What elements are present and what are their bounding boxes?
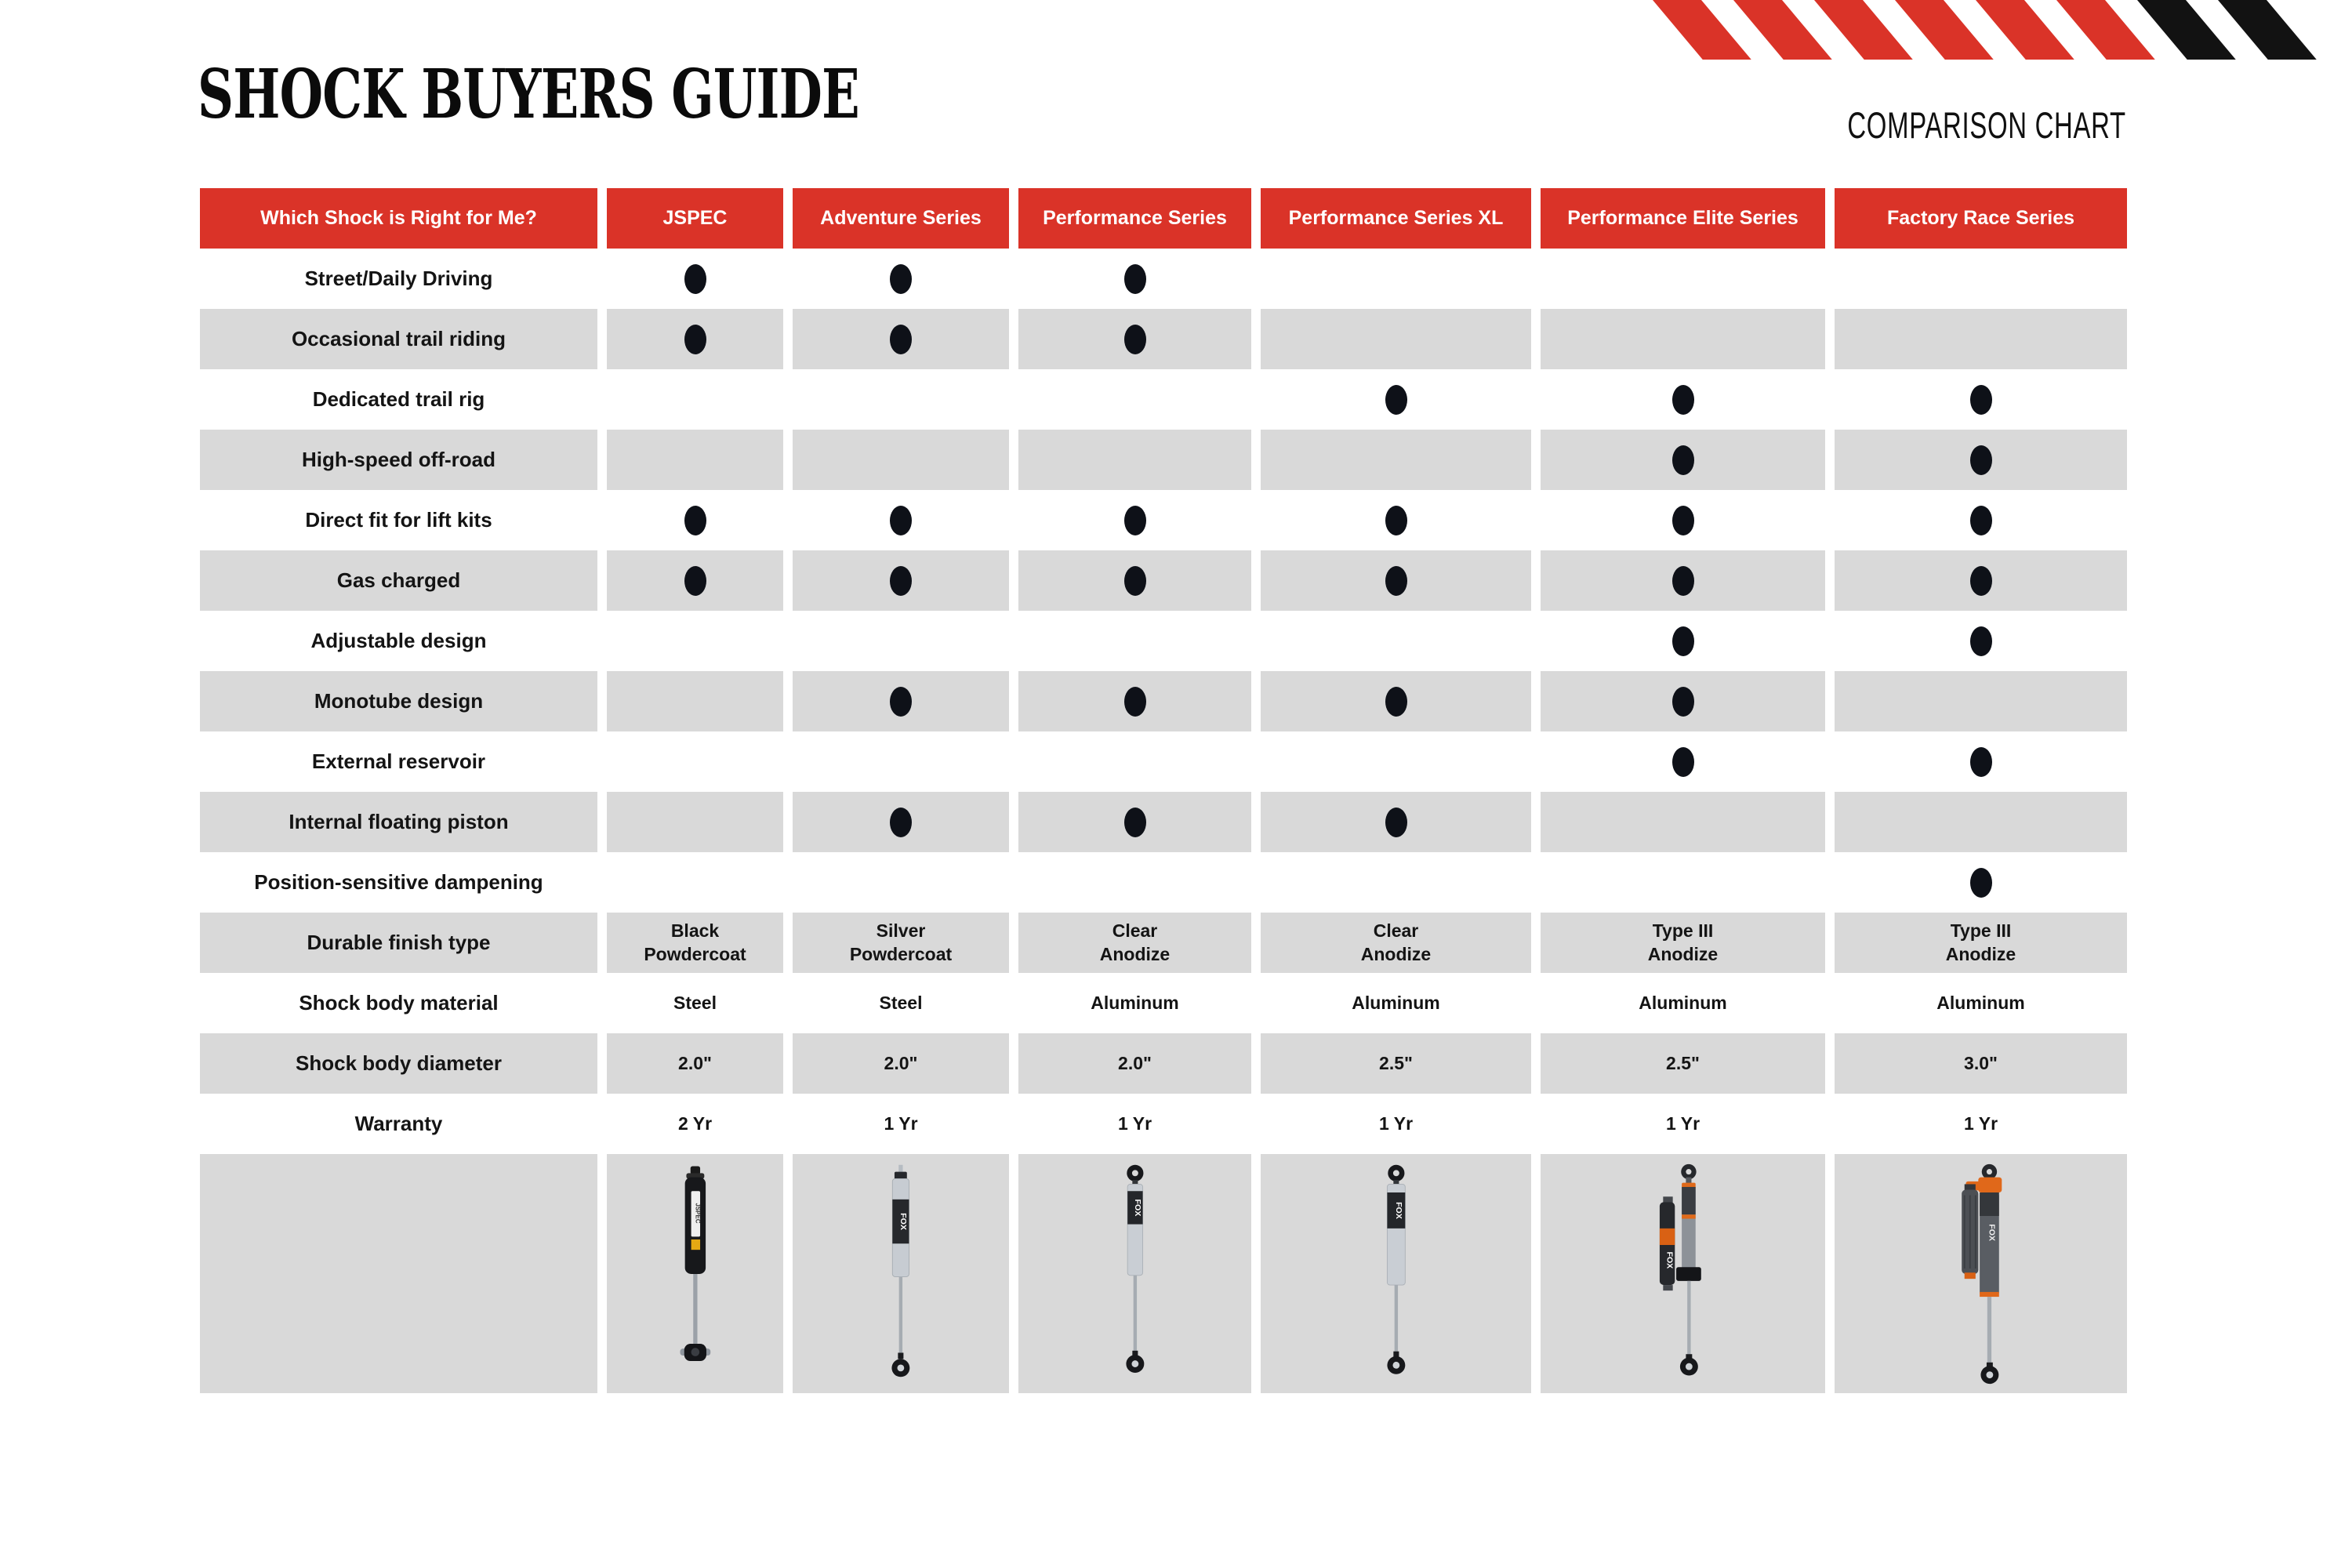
feature-cell: [1835, 490, 2127, 550]
spec-value: [1261, 1094, 1531, 1154]
feature-dot: [1970, 868, 1992, 898]
feature-cell: [607, 309, 783, 369]
row-label: Street/Daily Driving: [304, 267, 493, 290]
spec-value: [1835, 973, 2127, 1033]
feature-cell: [1835, 852, 2127, 913]
column-header: Performance Elite Series: [1541, 188, 1825, 249]
spec-value-line: Powdercoat: [644, 943, 746, 964]
feature-dot: [890, 687, 912, 717]
feature-cell: [1018, 309, 1251, 369]
row-label: Dedicated trail rig: [312, 387, 485, 411]
adventure-series-shock-photo: [793, 1154, 1009, 1393]
feature-dot: [1970, 747, 1992, 777]
spec-value-line: Aluminum: [1936, 992, 2025, 1013]
feature-dot: [1970, 385, 1992, 415]
row-label: [200, 1154, 597, 1393]
feature-dot: [684, 264, 706, 294]
spec-value: [1261, 1033, 1531, 1094]
feature-dot: [890, 325, 912, 354]
page-title: SHOCK BUYERS GUIDE: [198, 55, 859, 134]
feature-cell: [1261, 671, 1531, 731]
column-header: Factory Race Series: [1835, 188, 2127, 249]
feature-dot: [1672, 445, 1694, 475]
row-label: Position-sensitive dampening: [254, 870, 543, 894]
feature-cell: [1261, 611, 1531, 671]
performance-series-xl-shock-photo: [1261, 1154, 1531, 1393]
feature-dot: [684, 506, 706, 535]
feature-cell: [1835, 792, 2127, 852]
feature-cell: [607, 490, 783, 550]
feature-dot: [890, 566, 912, 596]
feature-cell: [1018, 430, 1251, 490]
feature-cell: [1018, 671, 1251, 731]
feature-cell: [1261, 309, 1531, 369]
spec-value: [1541, 1094, 1825, 1154]
spec-value-line: Anodize: [1945, 943, 2016, 964]
feature-dot: [890, 808, 912, 837]
feature-dot: [1672, 566, 1694, 596]
spec-value-line: Clear: [1112, 920, 1158, 941]
feature-cell: [793, 249, 1009, 309]
row-label: Monotube design: [200, 671, 597, 731]
column-header: Performance Series: [1018, 188, 1251, 249]
feature-cell: [1018, 550, 1251, 611]
red-stripe: [1814, 0, 1913, 60]
row-label: Adjustable design: [310, 629, 487, 652]
black-stripe: [2137, 0, 2236, 60]
spec-value-line: 1 Yr: [1963, 1112, 1998, 1134]
feature-dot: [1672, 385, 1694, 415]
feature-dot: [1124, 808, 1146, 837]
spec-value-line: Powdercoat: [849, 943, 953, 964]
spec-value: [793, 1094, 1009, 1154]
feature-dot: [890, 264, 912, 294]
feature-cell: [607, 550, 783, 611]
svg-text:FOX: FOX: [898, 1212, 908, 1230]
row-label: Shock body diameter: [200, 1033, 597, 1094]
svg-text:FOX: FOX: [1987, 1223, 1997, 1241]
spec-value: [1541, 973, 1825, 1033]
feature-cell: [1018, 852, 1251, 913]
spec-value: [607, 1094, 783, 1154]
spec-value: [793, 913, 1009, 973]
feature-dot: [1970, 506, 1992, 535]
feature-cell: [793, 430, 1009, 490]
feature-cell: [1261, 249, 1531, 309]
feature-cell: [1835, 671, 2127, 731]
row-label: High-speed off-road: [200, 430, 597, 490]
feature-dot: [1672, 506, 1694, 535]
spec-value-line: Anodize: [1647, 943, 1719, 964]
feature-cell: [1835, 611, 2127, 671]
feature-dot: [890, 506, 912, 535]
feature-cell: [1541, 490, 1825, 550]
svg-text:JSPEC: JSPEC: [693, 1202, 701, 1223]
feature-dot: [1385, 687, 1407, 717]
row-label: Internal floating piston: [200, 792, 597, 852]
spec-value-line: Anodize: [1099, 943, 1171, 964]
svg-text:FOX: FOX: [1132, 1199, 1142, 1216]
page-subtitle: COMPARISON CHART: [1847, 104, 2126, 146]
feature-cell: [1018, 490, 1251, 550]
spec-value-line: Type III: [1950, 920, 2012, 941]
spec-value: [1261, 973, 1531, 1033]
feature-cell: [1018, 792, 1251, 852]
feature-cell: [1541, 309, 1825, 369]
spec-value-line: 2 Yr: [677, 1112, 713, 1134]
spec-value-line: 2.0": [1118, 1052, 1152, 1073]
spec-value-line: Black: [670, 920, 720, 941]
feature-cell: [793, 369, 1009, 430]
feature-cell: [607, 671, 783, 731]
svg-text:FOX: FOX: [1664, 1251, 1675, 1269]
spec-value: [1261, 913, 1531, 973]
jspec-shock-photo: [607, 1154, 783, 1393]
feature-cell: [607, 611, 783, 671]
adventure-series-shock-drawing: [859, 1163, 942, 1385]
factory-race-series-shock-photo: [1835, 1154, 2127, 1393]
feature-cell: [607, 852, 783, 913]
red-stripe: [1976, 0, 2074, 60]
feature-cell: [1018, 611, 1251, 671]
feature-dot: [1385, 808, 1407, 837]
column-header: Adventure Series: [793, 188, 1009, 249]
feature-dot: [684, 566, 706, 596]
feature-cell: [793, 611, 1009, 671]
feature-cell: [607, 731, 783, 792]
feature-cell: [1835, 309, 2127, 369]
feature-cell: [1541, 550, 1825, 611]
feature-dot: [1124, 687, 1146, 717]
spec-value-line: 2.5": [1379, 1052, 1413, 1073]
spec-value: [1541, 913, 1825, 973]
feature-cell: [1261, 490, 1531, 550]
factory-race-series-shock-drawing: [1940, 1163, 2023, 1385]
feature-cell: [1541, 430, 1825, 490]
red-stripe: [1653, 0, 1751, 60]
feature-cell: [793, 309, 1009, 369]
feature-dot: [684, 325, 706, 354]
spec-value-line: 2.5": [1666, 1052, 1700, 1073]
feature-dot: [1672, 687, 1694, 717]
feature-cell: [607, 792, 783, 852]
feature-cell: [1835, 369, 2127, 430]
feature-dot: [1385, 506, 1407, 535]
red-stripe: [2056, 0, 2155, 60]
feature-cell: [793, 490, 1009, 550]
spec-value-line: 2.0": [884, 1052, 918, 1073]
feature-cell: [793, 731, 1009, 792]
spec-value-line: Aluminum: [1352, 992, 1440, 1013]
comparison-table: [200, 188, 2127, 1393]
spec-value-line: Steel: [673, 992, 717, 1013]
feature-dot: [1672, 626, 1694, 656]
feature-cell: [793, 792, 1009, 852]
spec-value: [607, 913, 783, 973]
row-label: Occasional trail riding: [200, 309, 597, 369]
feature-cell: [793, 852, 1009, 913]
spec-value-line: Aluminum: [1091, 992, 1179, 1013]
feature-dot: [1124, 264, 1146, 294]
feature-cell: [607, 430, 783, 490]
feature-dot: [1124, 325, 1146, 354]
column-header: Performance Series XL: [1261, 188, 1531, 249]
row-label: External reservoir: [311, 750, 486, 773]
feature-cell: [607, 369, 783, 430]
feature-cell: [1261, 852, 1531, 913]
feature-cell: [607, 249, 783, 309]
feature-cell: [1541, 731, 1825, 792]
performance-elite-series-shock-drawing: [1642, 1163, 1725, 1385]
spec-value-line: Aluminum: [1639, 992, 1727, 1013]
row-label: Gas charged: [200, 550, 597, 611]
feature-dot: [1672, 747, 1694, 777]
spec-value: [793, 973, 1009, 1033]
row-label: Shock body material: [299, 991, 499, 1014]
feature-dot: [1124, 506, 1146, 535]
row-label: Durable finish type: [200, 913, 597, 973]
feature-cell: [1261, 731, 1531, 792]
feature-cell: [1835, 430, 2127, 490]
black-stripe: [2218, 0, 2317, 60]
feature-cell: [1835, 550, 2127, 611]
spec-value: [1835, 913, 2127, 973]
spec-value: [607, 973, 783, 1033]
red-stripe: [1733, 0, 1832, 60]
spec-value: [1018, 973, 1251, 1033]
feature-cell: [793, 550, 1009, 611]
feature-cell: [1261, 792, 1531, 852]
feature-cell: [1261, 369, 1531, 430]
spec-value-line: Steel: [879, 992, 923, 1013]
spec-value-line: Clear: [1373, 920, 1419, 941]
spec-value-line: 1 Yr: [1378, 1112, 1414, 1134]
spec-value: [607, 1033, 783, 1094]
column-header: JSPEC: [607, 188, 783, 249]
spec-value: [1835, 1094, 2127, 1154]
row-label: Warranty: [354, 1112, 443, 1135]
feature-dot: [1124, 566, 1146, 596]
spec-value: [1018, 1033, 1251, 1094]
feature-cell: [1261, 430, 1531, 490]
jspec-shock-drawing: [654, 1163, 737, 1385]
feature-cell: [1541, 611, 1825, 671]
spec-value: [1835, 1033, 2127, 1094]
spec-value-line: 1 Yr: [1665, 1112, 1700, 1134]
performance-elite-series-shock-photo: [1541, 1154, 1825, 1393]
feature-dot: [1970, 566, 1992, 596]
feature-cell: [1018, 369, 1251, 430]
performance-series-shock-photo: [1018, 1154, 1251, 1393]
feature-dot: [1385, 566, 1407, 596]
feature-dot: [1385, 385, 1407, 415]
feature-cell: [1541, 671, 1825, 731]
row-label: Direct fit for lift kits: [305, 508, 492, 532]
spec-value-line: 1 Yr: [884, 1112, 918, 1134]
spec-value: [1541, 1033, 1825, 1094]
svg-text:FOX: FOX: [1393, 1201, 1403, 1219]
feature-cell: [1541, 249, 1825, 309]
spec-value: [1018, 1094, 1251, 1154]
feature-cell: [793, 671, 1009, 731]
feature-cell: [1835, 731, 2127, 792]
spec-value-line: 1 Yr: [1117, 1112, 1152, 1134]
performance-series-xl-shock-drawing: [1355, 1163, 1438, 1385]
spec-value-line: 2.0": [678, 1052, 712, 1073]
feature-cell: [1541, 369, 1825, 430]
feature-dot: [1970, 445, 1992, 475]
row-label-column-header: Which Shock is Right for Me?: [200, 188, 597, 249]
feature-cell: [1261, 550, 1531, 611]
corner-stripes-decoration: [1653, 0, 2267, 60]
performance-series-shock-drawing: [1094, 1163, 1177, 1385]
spec-value-line: 3.0": [1964, 1052, 1998, 1073]
feature-cell: [1835, 249, 2127, 309]
spec-value: [1018, 913, 1251, 973]
spec-value-line: Anodize: [1360, 943, 1432, 964]
spec-value-line: Silver: [876, 920, 926, 941]
red-stripe: [1895, 0, 1994, 60]
spec-value: [793, 1033, 1009, 1094]
feature-dot: [1970, 626, 1992, 656]
feature-cell: [1541, 792, 1825, 852]
spec-value-line: Type III: [1652, 920, 1714, 941]
feature-cell: [1018, 249, 1251, 309]
feature-cell: [1018, 731, 1251, 792]
feature-cell: [1541, 852, 1825, 913]
